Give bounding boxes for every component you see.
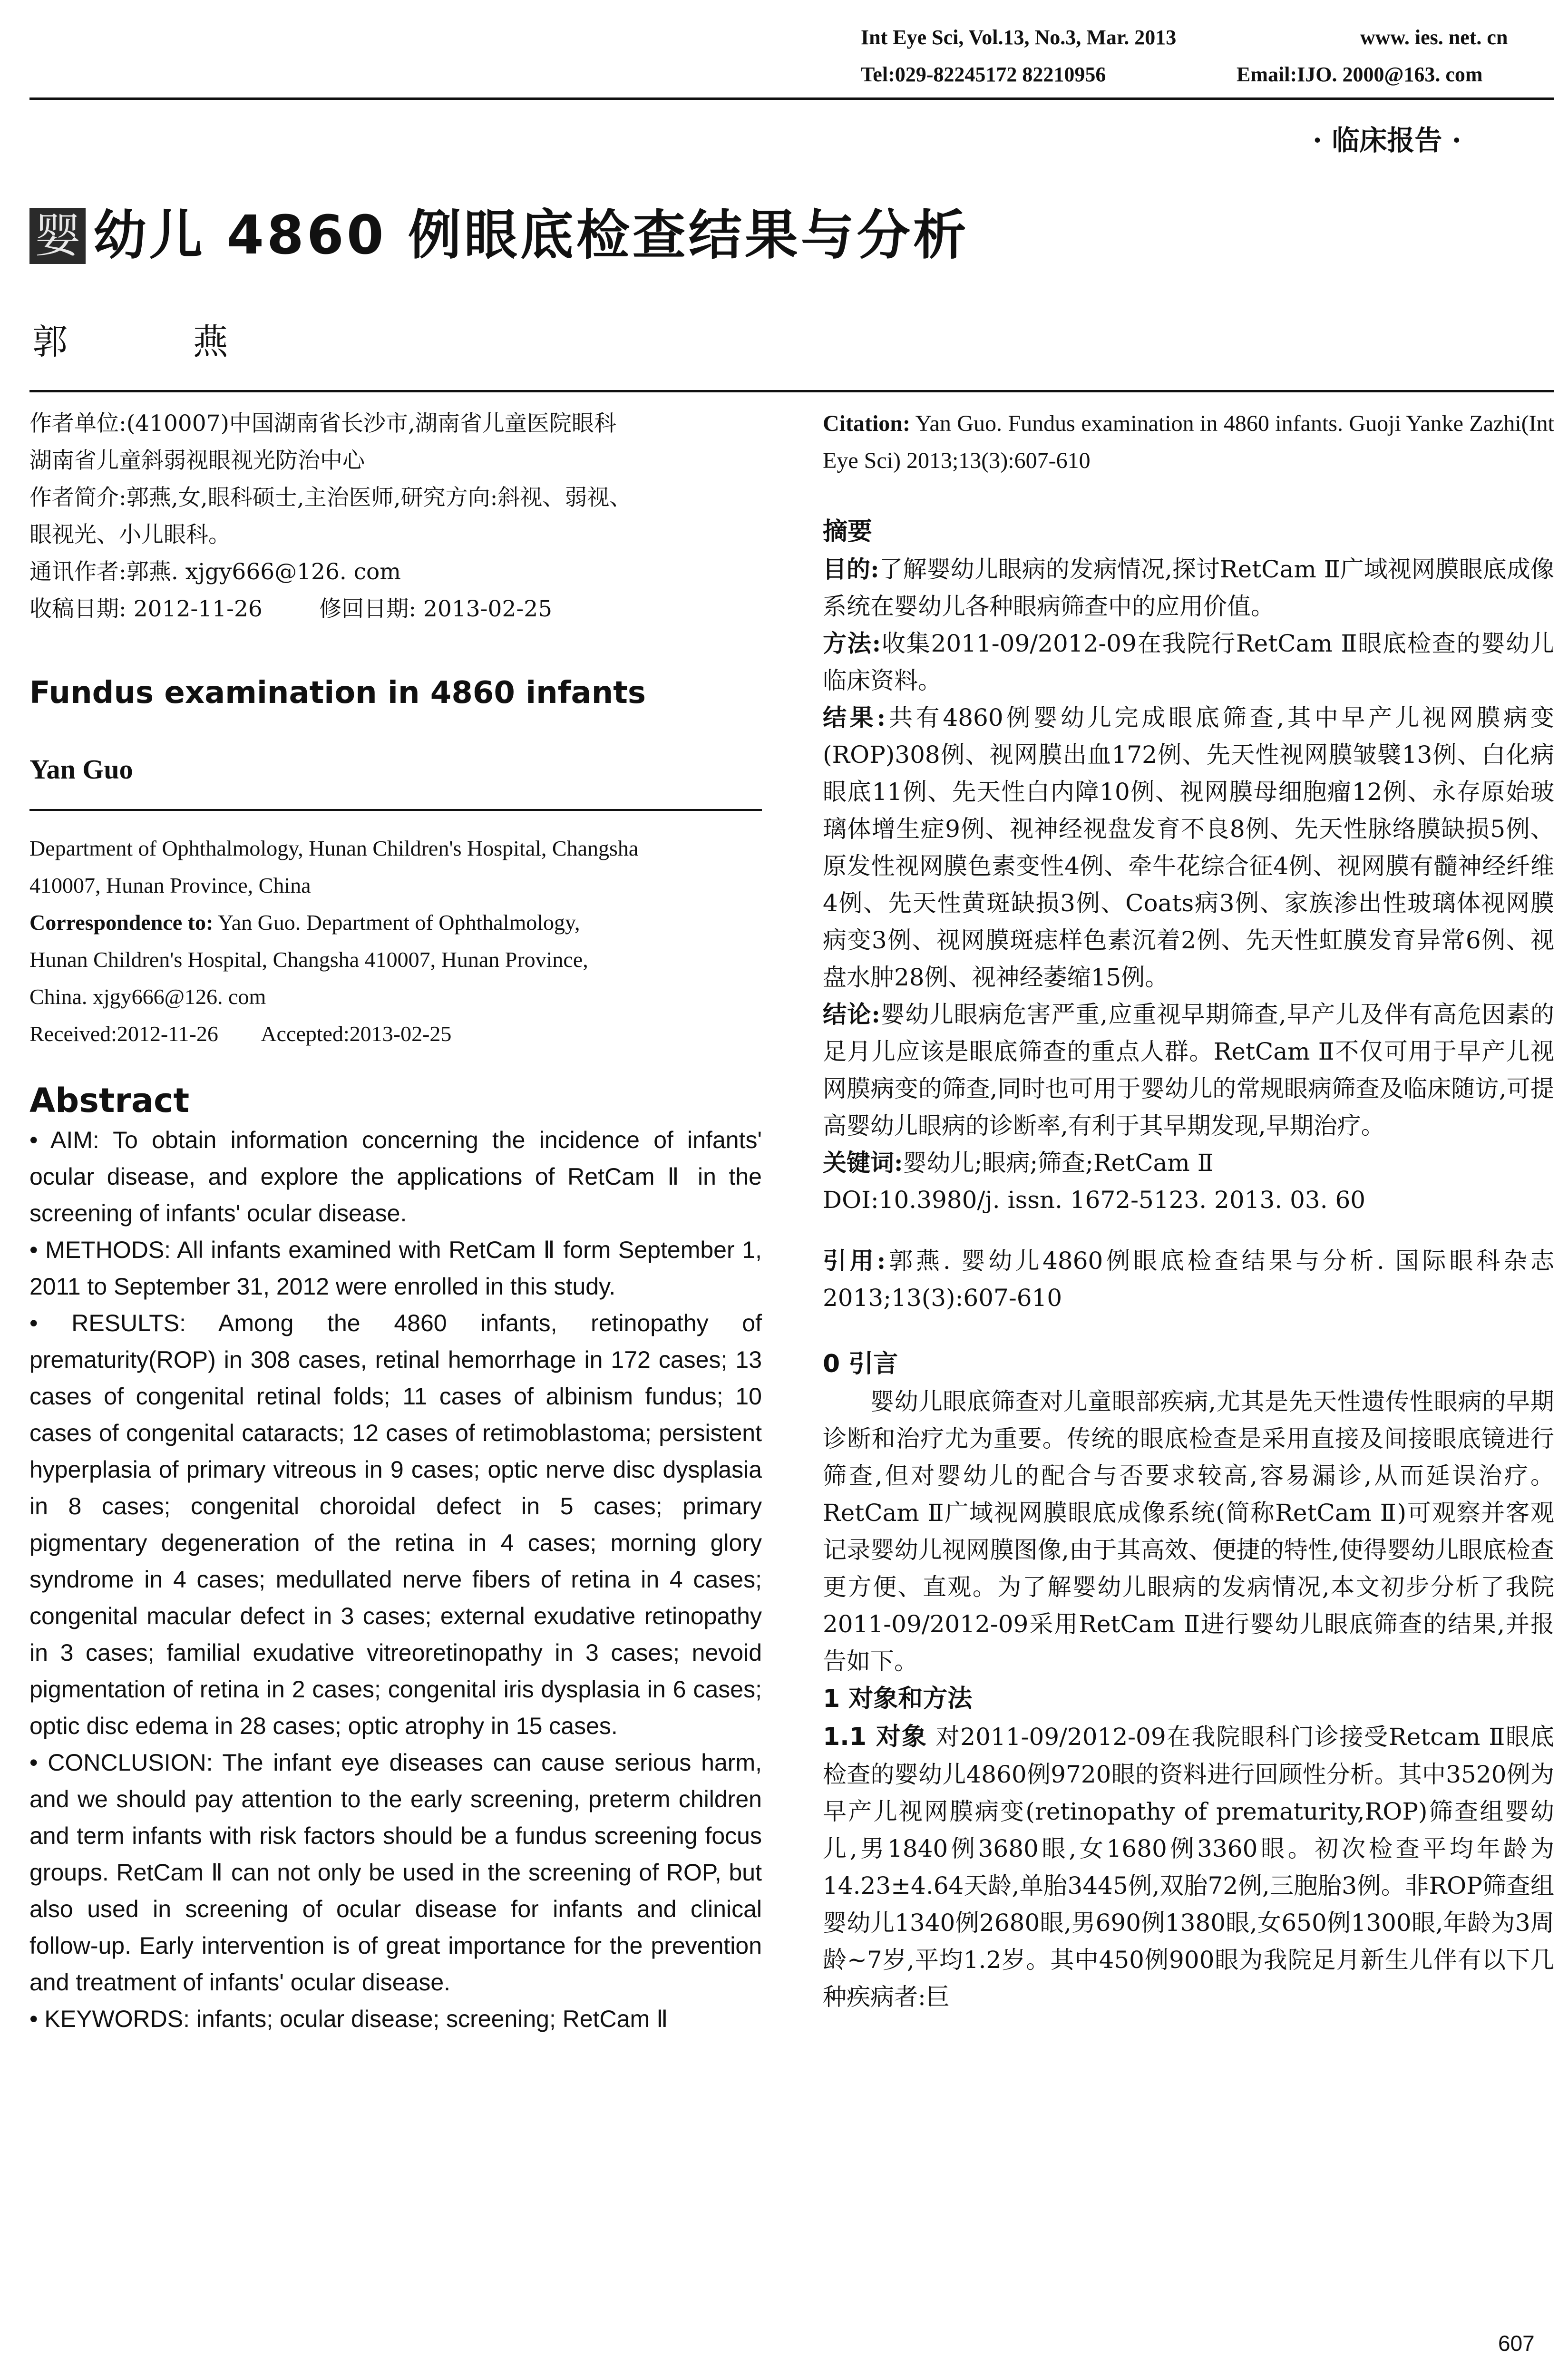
correspondence-3: China. xjgy666@126. com: [29, 984, 266, 1009]
objective-text: 了解婴幼儿眼病的发病情况,探讨RetCam Ⅱ广域视网膜眼底成像系统在婴幼儿各种眼病筛查中的应用价值。: [823, 555, 1554, 620]
abstract-keywords: • KEYWORDS: infants; ocular disease; screening; RetCam Ⅱ: [29, 2006, 668, 2032]
citation-label: Citation:: [823, 411, 910, 436]
header-rule: [29, 97, 1554, 100]
cite-cn-text: 郭燕. 婴幼儿4860例眼底检查结果与分析. 国际眼科杂志2013;13(3):607-610: [823, 1247, 1554, 1312]
left-column: [29, 405, 762, 2037]
author-affiliation-2: 湖南省儿童斜弱视眼视光防治中心: [29, 448, 365, 474]
result-label: 结果:: [823, 703, 886, 731]
objective-label: 目的:: [823, 555, 879, 583]
abstract-heading: Abstract: [29, 1081, 190, 1120]
abstract-methods: • METHODS: All infants examined with RetCam Ⅱ form September 1, 2011 to September 31, 2012 were enrolled in this study.: [29, 1237, 762, 1300]
method-label: 方法:: [823, 629, 881, 657]
doi: DOI:10.3980/j. issn. 1672-5123. 2013. 03. 60: [823, 1186, 1366, 1214]
abstract-conclusion: • CONCLUSION: The infant eye diseases can cause serious harm, and we should pay attention to the early screening, preterm children and term infants with risk factors should be a fundus screening focus groups. RetCam Ⅱ can not only be used in the screening of ROP, but also used in screening of ocular disease for infants and clinical follow-up. Early intervention is of great importance for the prevention and treatment of infants' ocular disease.: [29, 1749, 762, 1996]
section-1-1-label: 1.1 对象: [823, 1723, 927, 1751]
department-1: Department of Ophthalmology, Hunan Children's Hospital, Changsha: [29, 836, 639, 860]
journal-tel: Tel:029-82245172 82210956: [861, 63, 1106, 86]
english-author: Yan Guo: [29, 754, 133, 785]
citation-text: Yan Guo. Fundus examination in 4860 infants. Guoji Yanke Zazhi(Int Eye Sci) 2013;13(3):607-610: [823, 411, 1554, 473]
corresponding-author: 通讯作者:郭燕. xjgy666@126. com: [29, 559, 401, 585]
english-title: Fundus examination in 4860 infants: [29, 675, 646, 711]
page-number: 607: [1498, 2331, 1535, 2356]
title-rule: [29, 390, 1554, 392]
abstract-cn-heading: 摘要: [823, 517, 873, 546]
correspondence-2: Hunan Children's Hospital, Changsha 410007, Hunan Province,: [29, 947, 588, 972]
keywords-cn-text: 婴幼儿;眼病;筛查;RetCam Ⅱ: [903, 1149, 1214, 1177]
journal-info: Int Eye Sci, Vol.13, No.3, Mar. 2013: [861, 26, 1177, 49]
title-initial-box: 婴: [29, 208, 86, 264]
section-1-heading: 1 对象和方法: [823, 1685, 973, 1713]
method-text: 收集2011-09/2012-09在我院行RetCam Ⅱ眼底检查的婴幼儿临床资料。: [823, 630, 1554, 694]
author-bio-2: 眼视光、小儿眼科。: [29, 522, 231, 548]
correspondence-1: Yan Guo. Department of Ophthalmology,: [213, 910, 580, 935]
dates-cn: 收稿日期: 2012-11-26 修回日期: 2013-02-25: [29, 596, 553, 622]
author-affiliation-1: 作者单位:(410007)中国湖南省长沙市,湖南省儿童医院眼科: [29, 410, 616, 437]
received-accepted: Received:2012-11-26 Accepted:2013-02-25: [29, 1022, 452, 1046]
correspondence-label: Correspondence to:: [29, 910, 214, 935]
keywords-cn-label: 关键词:: [823, 1149, 903, 1177]
conclusion-text: 婴幼儿眼病危害严重,应重视早期筛查,早产儿及伴有高危因素的足月儿应该是眼底筛查的重点人群。RetCam Ⅱ不仅可用于早产儿视网膜病变的筛查,同时也可用于婴幼儿的常规眼病筛查及临床随访,可提高婴幼儿眼病的诊断率,有利于其早期发现,早期治疗。: [823, 1001, 1554, 1140]
conclusion-label: 结论:: [823, 1000, 880, 1028]
english-rule: [29, 809, 762, 811]
intro-text: 婴幼儿眼底筛查对儿童眼部疾病,尤其是先天性遗传性眼病的早期诊断和治疗尤为重要。传统的眼底检查是采用直接及间接眼底镜进行筛查,但对婴幼儿的配合与否要求较高,容易漏诊,从而延误治疗。RetCam Ⅱ广域视网膜眼底成像系统(简称RetCam Ⅱ)可观察并客观记录婴幼儿视网膜图像,由于其高效、便捷的特性,使得婴幼儿眼底检查更方便、直观。为了解婴幼儿眼病的发病情况,本文初步分析了我院2011-09/2012-09采用RetCam Ⅱ进行婴幼儿眼底筛查的结果,并报告如下。: [823, 1388, 1554, 1675]
right-column: [823, 405, 1554, 2016]
journal-email: Email:IJO. 2000@163. com: [1237, 63, 1483, 86]
page-title: 幼儿 4860 例眼底检查结果与分析: [93, 205, 969, 266]
author-bio-1: 作者简介:郭燕,女,眼科硕士,主治医师,研究方向:斜视、弱视、: [29, 485, 632, 511]
result-text: 共有4860例婴幼儿完成眼底筛查,其中早产儿视网膜病变(ROP)308例、视网膜出血172例、先天性视网膜皱襞13例、白化病眼底11例、先天性白内障10例、视网膜母细胞瘤12例、永存原始玻璃体增生症9例、视神经视盘发育不良8例、先天性脉络膜缺损5例、原发性视网膜色素变性4例、牵牛花综合征4例、视网膜有髓神经纤维4例、先天性黄斑缺损3例、Coats病3例、家族渗出性玻璃体视网膜病变3例、视网膜斑痣样色素沉着2例、先天性虹膜发育异常6例、视盘水肿28例、视神经萎缩15例。: [823, 704, 1554, 991]
abstract-aim: • AIM: To obtain information concerning the incidence of infants' ocular disease, and explore the applications of RetCam Ⅱ in the screening of infants' ocular disease.: [29, 1127, 762, 1227]
department-2: 410007, Hunan Province, China: [29, 873, 311, 897]
section-1-1-text: 对2011-09/2012-09在我院眼科门诊接受Retcam Ⅱ眼底检查的婴幼儿4860例9720眼的资料进行回顾性分析。其中3520例为早产儿视网膜病变(retinopathy of prematurity,ROP)筛查组婴幼儿,男1840例3680眼,女1680例3360眼。初次检查平均年龄为14.23±4.64天龄,单胎3445例,双胎72例,三胞胎3例。非ROP筛查组婴幼儿1340例2680眼,男690例1380眼,女650例1300眼,年龄为3周龄~7岁,平均1.2岁。其中450例900眼为我院足月新生儿伴有以下几种疾病者:巨: [823, 1723, 1554, 2011]
journal-website: www. ies. net. cn: [1360, 26, 1508, 49]
cite-cn-label: 引用:: [823, 1247, 886, 1275]
author-name-cn: 郭 燕: [32, 321, 285, 362]
intro-heading: 0 引言: [823, 1350, 898, 1378]
section-tag: · 临床报告 ·: [1313, 124, 1461, 156]
abstract-results: • RESULTS: Among the 4860 infants, retinopathy of prematurity(ROP) in 308 cases, retinal hemorrhage in 172 cases; 13 cases of congenital retinal folds; 11 cases of albinism fundus; 10 cases of congenital cataracts; 12 cases of retimoblastoma; persistent hyperplasia of primary vitreous in 9 cases; optic nerve disc dysplasia in 8 cases; congenital choroidal defect in 5 cases; primary pigmentary degeneration of the retina in 4 cases; morning glory syndrome in 4 cases; medullated nerve fibers of retina in 4 cases; congenital macular defect in 3 cases; external exudative retinopathy in 3 cases; familial exudative vitreoretinopathy in 3 cases; nevoid pigmentation of retina in 2 cases; congenital iris dysplasia in 6 cases; optic disc edema in 28 cases; optic atrophy in 15 cases.: [29, 1310, 762, 1739]
